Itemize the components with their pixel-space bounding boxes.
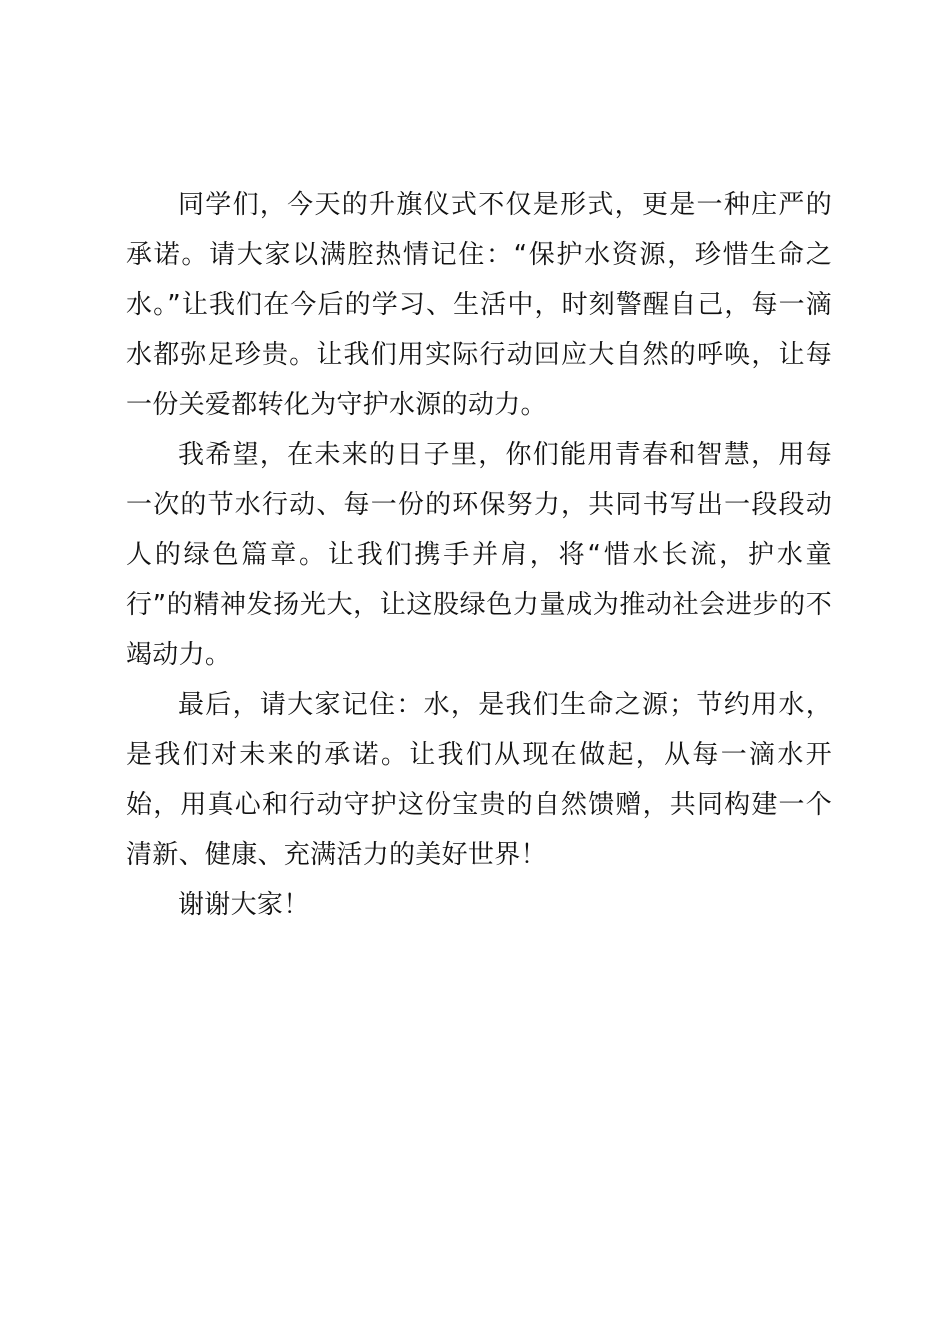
paragraph-conclusion: 最后，请大家记住：水，是我们生命之源；节约用水，是我们对未来的承诺。让我们从现在做起，从每一滴水开始，用真心和行动守护这份宝贵的自然馈赠，共同构建一个清新、健康、充满活力的美好世界！ xyxy=(126,690,832,870)
document-body xyxy=(126,180,832,930)
paragraph-pledge: 同学们，今天的升旗仪式不仅是形式，更是一种庄严的承诺。请大家以满腔热情记住：“保护水资源，珍惜生命之水。”让我们在今后的学习、生活中，时刻警醒自己，每一滴水都弥足珍贵。让我们用实际行动回应大自然的呼唤，让每一份关爱都转化为守护水源的动力。 xyxy=(126,190,832,420)
paragraph-thanks: 谢谢大家！ xyxy=(178,890,310,920)
paragraph-hope: 我希望，在未来的日子里，你们能用青春和智慧，用每一次的节水行动、每一份的环保努力，共同书写出一段段动人的绿色篇章。让我们携手并肩，将“惜水长流，护水童行”的精神发扬光大，让这股绿色力量成为推动社会进步的不竭动力。 xyxy=(126,440,832,670)
